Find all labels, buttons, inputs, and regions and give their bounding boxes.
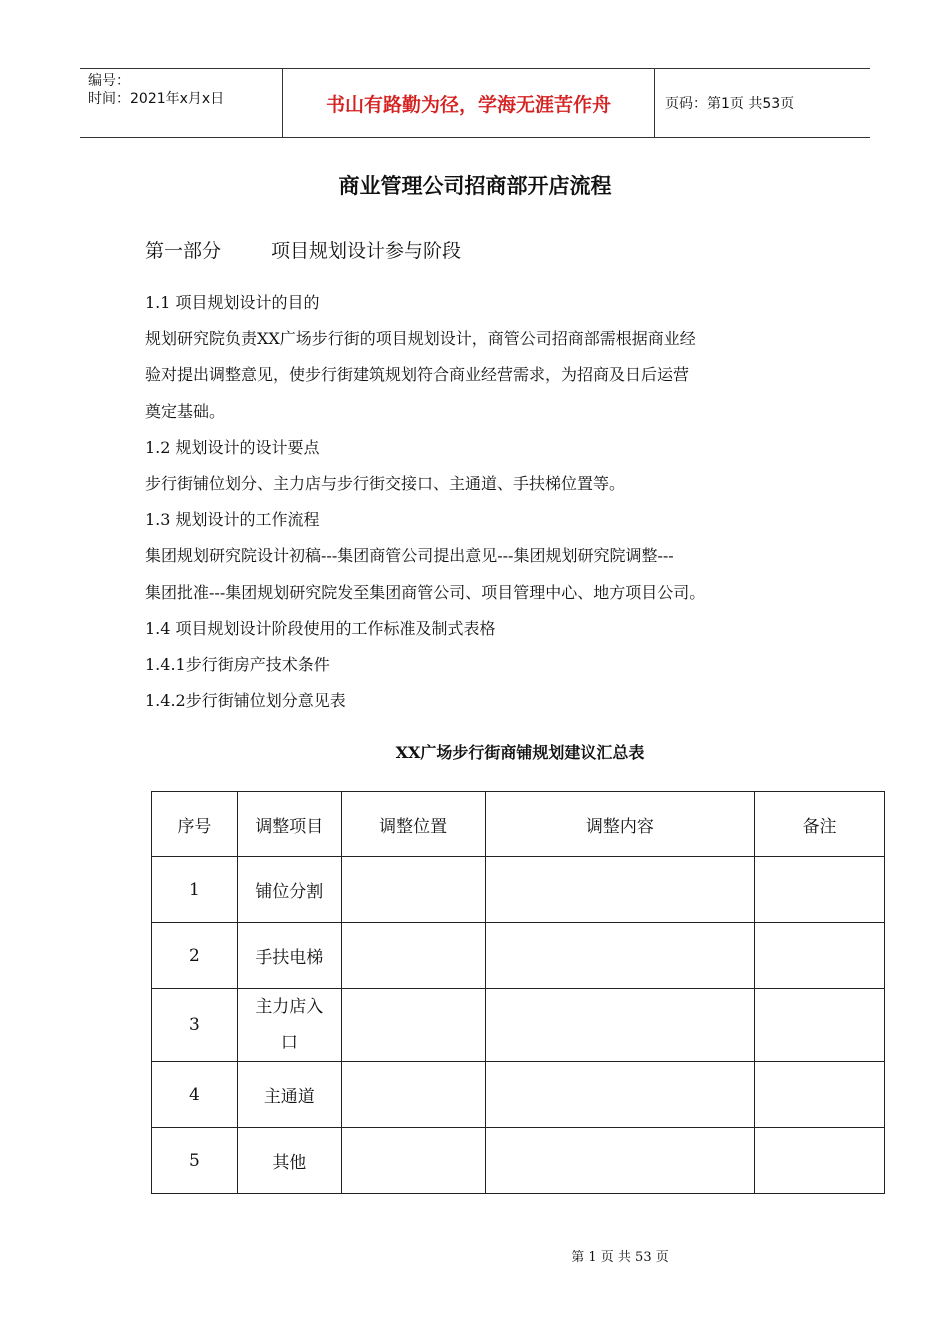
page-header xyxy=(80,68,870,138)
cell-position xyxy=(341,1062,485,1128)
cell-content xyxy=(485,989,755,1062)
header-cell: 调整位置 xyxy=(341,792,485,857)
cell-remark xyxy=(755,989,885,1062)
cell-remark xyxy=(755,1128,885,1194)
paragraph-line: 1.4.1步行街房产技术条件 xyxy=(145,655,330,675)
table-row xyxy=(152,1062,885,1128)
cell-no: 5 xyxy=(152,1128,238,1194)
paragraph-line: 1.4 项目规划设计阶段使用的工作标准及制式表格 xyxy=(145,618,496,638)
header-cell: 备注 xyxy=(755,792,885,857)
cell-remark xyxy=(755,1062,885,1128)
cell-content xyxy=(485,1128,755,1194)
cell-content xyxy=(485,923,755,989)
paragraph-line: 奠定基础。 xyxy=(145,401,226,421)
body-text xyxy=(145,285,825,719)
cell-item: 其他 xyxy=(237,1128,341,1194)
summary-table xyxy=(151,791,885,1194)
cell-item: 主通道 xyxy=(237,1062,341,1128)
table-row xyxy=(152,857,885,923)
paragraph-line: 集团批准---集团规划研究院发至集团商管公司、项目管理中心、地方项目公司。 xyxy=(145,582,706,602)
paragraph-line: 集团规划研究院设计初稿---集团商管公司提出意见---集团规划研究院调整--- xyxy=(145,546,674,566)
cell-item: 铺位分割 xyxy=(237,857,341,923)
cell-position xyxy=(341,857,485,923)
table-row xyxy=(152,923,885,989)
header-cell: 调整项目 xyxy=(237,792,341,857)
cell-no: 4 xyxy=(152,1062,238,1128)
header-meta xyxy=(80,69,282,137)
header-motto: 书山有路勤为径，学海无涯苦作舟 xyxy=(282,69,655,137)
cell-no: 3 xyxy=(152,989,238,1062)
cell-item: 手扶电梯 xyxy=(237,923,341,989)
paragraph-line: 规划研究院负责XX广场步行街的项目规划设计，商管公司招商部需根据商业经 xyxy=(145,329,696,349)
part-heading xyxy=(145,236,461,263)
table-row xyxy=(152,1128,885,1194)
cell-position xyxy=(341,923,485,989)
cell-no: 1 xyxy=(152,857,238,923)
paragraph-line: 1.1 项目规划设计的目的 xyxy=(145,293,320,312)
paragraph-line: 1.3 规划设计的工作流程 xyxy=(145,510,320,530)
header-cell: 序号 xyxy=(152,792,238,857)
header-cell: 调整内容 xyxy=(485,792,755,857)
table-row xyxy=(152,989,885,1062)
page-footer: 第 1 页 共 53 页 xyxy=(571,1250,669,1265)
cell-position xyxy=(341,1128,485,1194)
paragraph-line: 步行街铺位划分、主力店与步行街交接口、主通道、手扶梯位置等。 xyxy=(145,474,626,494)
table-title: XX广场步行街商铺规划建议汇总表 xyxy=(395,743,645,762)
document-title: 商业管理公司招商部开店流程 xyxy=(338,174,612,198)
paragraph-line: 1.2 规划设计的设计要点 xyxy=(145,437,320,457)
time-label: 时间：2021年x月x日 xyxy=(88,91,225,107)
cell-content xyxy=(485,1062,755,1128)
cell-remark xyxy=(755,923,885,989)
cell-no: 2 xyxy=(152,923,238,989)
part-label: 第一部分 xyxy=(145,240,222,262)
part-name: 项目规划设计参与阶段 xyxy=(271,240,462,262)
paragraph-line: 1.4.2步行街铺位划分意见表 xyxy=(145,691,346,711)
cell-position xyxy=(341,989,485,1062)
cell-item: 主力店入口 xyxy=(237,989,341,1062)
cell-remark xyxy=(755,857,885,923)
table-header-row xyxy=(152,792,885,857)
cell-content xyxy=(485,857,755,923)
number-label: 编号： xyxy=(88,73,130,89)
header-page-info: 页码：第1页 共53页 xyxy=(665,96,795,112)
paragraph-line: 验对提出调整意见，使步行街建筑规划符合商业经营需求，为招商及日后运营 xyxy=(145,365,690,385)
